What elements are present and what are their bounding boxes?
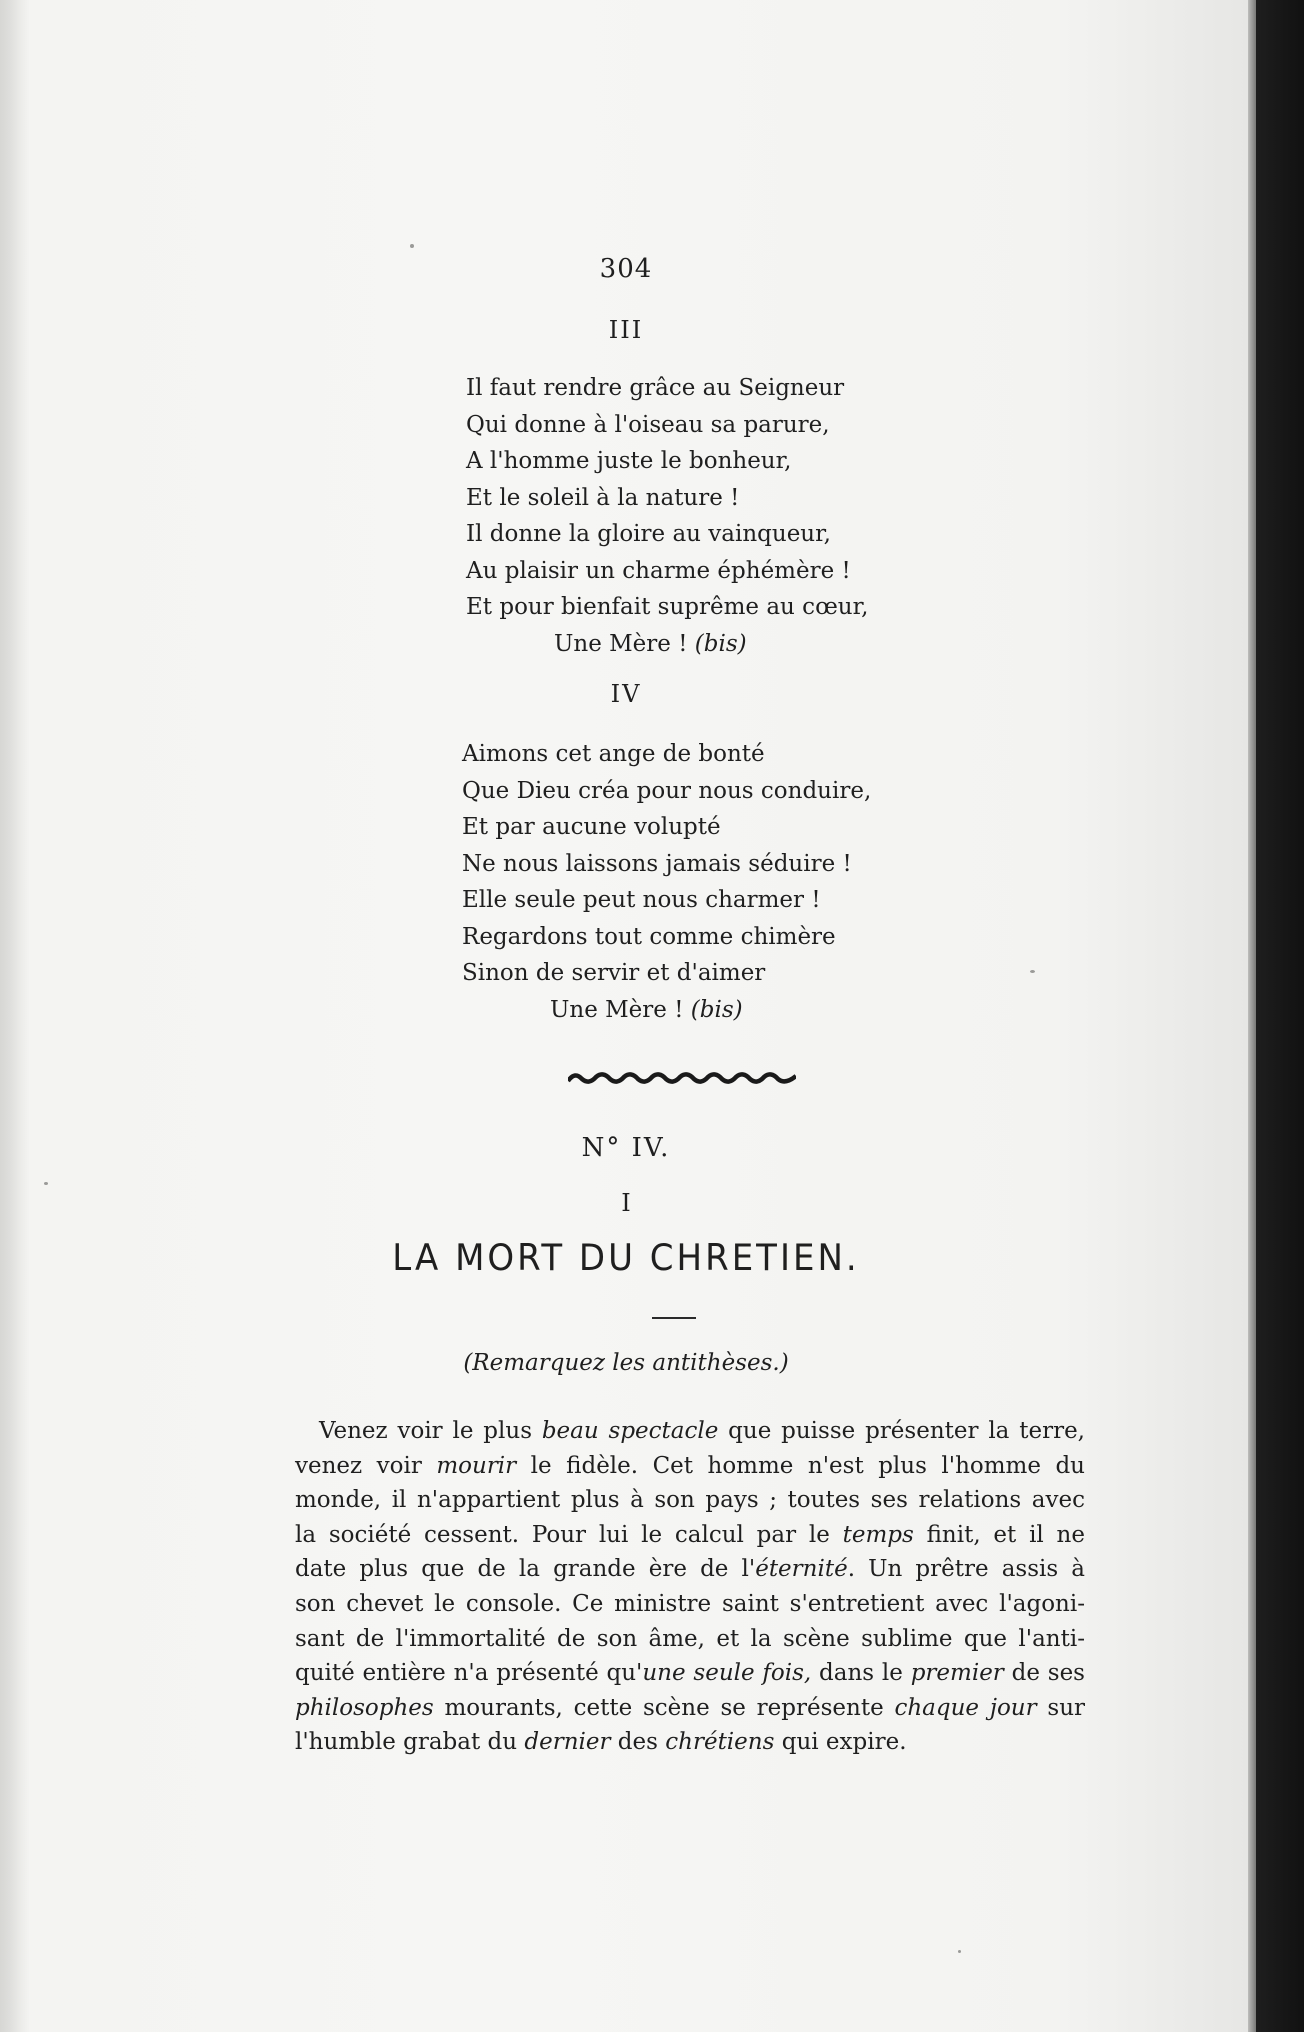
verse-line: Regardons tout comme chimère (462, 923, 836, 950)
refrain-note: (bis) (694, 630, 747, 657)
text-run: l'humble grabat du (295, 1729, 525, 1756)
text-run: sur (1036, 1694, 1085, 1721)
italic-run: chaque jour (894, 1694, 1037, 1721)
paragraph-line (295, 1656, 1085, 1691)
text-run: dans le (811, 1660, 911, 1687)
refrain-text: Une Mère ! (550, 996, 684, 1023)
paragraph-line (295, 1414, 1085, 1449)
section-note-text: (Remarquez les antithèses.) (463, 1350, 789, 1376)
title-rule (652, 1317, 696, 1319)
section-sub-number: I (621, 1189, 631, 1217)
text-run: la société cessent. Pour lui le calcul par le (295, 1521, 843, 1548)
text-run: mourants, cette scène se représente (433, 1694, 895, 1721)
verse-line: Que Dieu créa pour nous conduire, (462, 777, 872, 804)
text-run: date plus que de la grande ère de l' (295, 1556, 756, 1583)
page-edge (1248, 0, 1256, 2032)
paper-speck (958, 1950, 961, 1953)
verse-line: Et pour bienfait suprême au cœur, (466, 594, 869, 620)
verse-line: Aimons cet ange de bonté (462, 741, 765, 767)
verse-line: Il donne la gloire au vainqueur, (466, 521, 831, 547)
italic-run: philosophes (295, 1694, 434, 1721)
page-gutter-shadow (0, 0, 30, 2032)
stanza-3 (466, 370, 926, 662)
refrain-line (462, 992, 922, 1029)
verse-line: Au plaisir un charme éphémère ! (466, 557, 851, 584)
verse-line: Il faut rendre grâce au Seigneur (466, 375, 845, 401)
text-run: finit, et il ne (913, 1521, 1085, 1548)
text-run: monde, il n'appartient plus à son pays ; toutes ses relations avec (295, 1487, 1085, 1514)
text-run: son chevet le console. Ce ministre saint s'entretient avec l'agoni- (295, 1590, 1085, 1617)
section-number: N° IV. (581, 1133, 671, 1163)
paper-speck (1030, 970, 1035, 973)
italic-run: chrétiens (665, 1729, 775, 1756)
paper-speck (410, 244, 414, 248)
stanza-4 (462, 736, 922, 1028)
verse-line: Qui donne à l'oiseau sa parure, (466, 411, 830, 438)
verse-line: Sinon de servir et d'aimer (462, 960, 766, 986)
refrain-note: (bis) (690, 996, 743, 1023)
text-run: . Un prêtre assis à (847, 1556, 1085, 1583)
page-number: 304 (599, 254, 653, 284)
refrain-text: Une Mère ! (554, 630, 688, 657)
verse-line: Ne nous laissons jamais séduire ! (462, 850, 852, 877)
italic-run: dernier (524, 1729, 611, 1756)
italic-run: temps (842, 1521, 914, 1548)
paragraph-line (295, 1518, 1085, 1553)
text-run: venez voir (295, 1452, 437, 1479)
section-note (0, 1350, 1252, 1376)
paragraph-line (295, 1691, 1085, 1726)
paper-speck (44, 1182, 48, 1185)
paragraph-line (295, 1483, 1085, 1518)
refrain-line (466, 626, 926, 663)
paragraph-line (295, 1552, 1085, 1587)
scan-border (1256, 0, 1304, 2032)
italic-run: éternité (755, 1556, 848, 1583)
paragraph-line (295, 1622, 1085, 1657)
stanza-number-3: III (608, 316, 644, 344)
verse-line: Et le soleil à la nature ! (466, 484, 740, 511)
paragraph-line (295, 1587, 1085, 1622)
section-title: LA MORT DU CHRETIEN. (392, 1236, 860, 1280)
text-run: de ses (1003, 1660, 1085, 1687)
verse-line: A l'homme juste le bonheur, (466, 448, 792, 474)
italic-run: premier (910, 1660, 1004, 1687)
italic-run: mourir (436, 1452, 517, 1479)
verse-line: Elle seule peut nous charmer ! (462, 887, 821, 913)
verse-line: Et par aucune volupté (462, 814, 721, 840)
text-run: Venez voir le plus (319, 1418, 542, 1444)
text-run: qui expire. (774, 1729, 907, 1756)
text-run: quité entière n'a présenté qu' (295, 1660, 643, 1687)
paragraph-line (295, 1449, 1085, 1484)
wave-ornament-divider (568, 1071, 796, 1085)
stanza-number-4: IV (610, 680, 642, 708)
text-run: le fidèle. Cet homme n'est plus l'homme du (516, 1452, 1085, 1479)
italic-run: une seule fois, (642, 1660, 812, 1687)
text-run: sant de l'immortalité de son âme, et la scène sublime que l'anti- (295, 1625, 1085, 1652)
text-run: des (610, 1729, 666, 1756)
italic-run: beau spectacle (541, 1418, 719, 1444)
text-run: que puisse présenter la terre, (718, 1418, 1085, 1444)
paragraph-line (295, 1725, 1085, 1760)
body-paragraph (295, 1414, 1085, 1760)
